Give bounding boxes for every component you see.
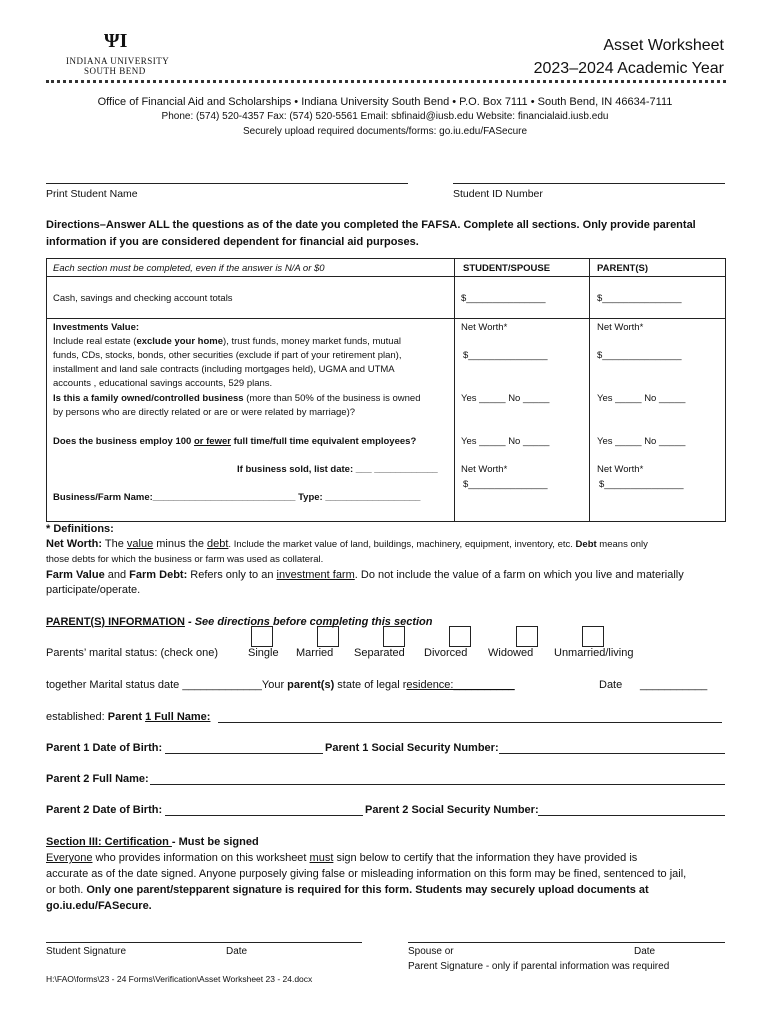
investments-line-4: accounts , educational savings accounts, 529 plans. <box>53 378 273 389</box>
farm-definition-line-2: participate/operate. <box>46 584 141 596</box>
certification-line-1: Everyone who provides information on this worksheet must sign below to certify that the information they have provided is <box>46 852 638 864</box>
investments-parent-field[interactable]: $_______________ <box>597 350 682 361</box>
university-logo: ΨI <box>104 30 128 52</box>
business-farm-name[interactable]: Business/Farm Name:___________________________ Type: __________________ <box>53 492 421 503</box>
investments-title: Investments Value: <box>53 322 140 333</box>
family-business-question: Is this a family owned/controlled business (more than 50% of the business is owned <box>53 393 421 404</box>
investments-student-networth: Net Worth* <box>461 322 508 333</box>
employees-question: Does the business employ 100 or fewer full time/full time equivalent employees? <box>53 436 417 447</box>
col-parents: PARENT(S) <box>597 263 649 274</box>
student-signature-line[interactable] <box>46 942 362 943</box>
cash-parent-field[interactable]: $_______________ <box>597 293 682 304</box>
parent2-name-label: Parent 2 Full Name: <box>46 773 149 785</box>
parent2-name-field[interactable] <box>150 784 725 785</box>
academic-year: 2023–2024 Academic Year <box>533 60 724 77</box>
page-title: Asset Worksheet <box>603 37 724 54</box>
contact-line: Phone: (574) 520-4357 Fax: (574) 520-5561 Email: sbfinaid@iusb.edu Website: financialaid.iusb.edu <box>161 111 609 122</box>
marital-date-residence-line[interactable]: together Marital status date _____________Your parent(s) state of legal residence:__________ <box>46 679 515 691</box>
student-date-label: Date <box>226 946 248 957</box>
definitions-heading: * Definitions: <box>46 523 114 535</box>
certification-heading: Section III: Certification - Must be signed <box>46 836 259 848</box>
spouse-date-label: Date <box>634 946 656 957</box>
certification-line-2: accurate as of the date signed. Anyone purposely giving false or misleading information on this form may be fined, sentenced to jail, <box>46 868 687 880</box>
checkbox-single[interactable] <box>251 626 273 647</box>
option-married: Married <box>296 647 334 659</box>
parent-signature-label: Parent Signature - only if parental information was required <box>408 961 670 972</box>
employees-student-yes-no[interactable]: Yes _____ No _____ <box>461 436 550 447</box>
student-id-label: Student ID Number <box>453 188 543 200</box>
parent1-dob-label: Parent 1 Date of Birth: <box>46 742 163 754</box>
parent1-ssn-label: Parent 1 Social Security Number: <box>325 742 499 754</box>
parent1-ssn-field[interactable] <box>499 753 725 754</box>
logo-text-campus: SOUTH BEND <box>84 66 146 76</box>
residence-date-field[interactable]: ___________ <box>640 679 708 691</box>
parent2-ssn-field[interactable] <box>538 815 725 816</box>
parent2-dob-label: Parent 2 Date of Birth: <box>46 804 163 816</box>
business-sold-date[interactable]: If business sold, list date: ___ ____________ <box>237 464 438 475</box>
student-signature-label: Student Signature <box>46 946 127 957</box>
checkbox-married[interactable] <box>317 626 339 647</box>
upload-line: Securely upload required documents/forms: go.iu.edu/FASecure <box>242 126 528 137</box>
header-divider <box>46 80 726 83</box>
family-business-line-2: by persons who are directly related or are or were related by marriage)? <box>53 407 356 418</box>
spouse-label: Spouse or <box>408 946 454 957</box>
parent2-dob-field[interactable] <box>165 815 363 816</box>
student-id-line[interactable] <box>453 183 725 184</box>
sold-student-networth: Net Worth* <box>461 464 508 475</box>
certification-line-3: or both. Only one parent/stepparent signature is required for this form. Students may securely upload documents at <box>46 884 649 896</box>
asset-table <box>46 258 726 522</box>
parent2-ssn-label: Parent 2 Social Security Number: <box>365 804 539 816</box>
employees-parent-yes-no[interactable]: Yes _____ No _____ <box>597 436 686 447</box>
investments-line-2: funds, CDs, stocks, bonds, other securities (exclude if part of your retirement plan), <box>53 350 402 361</box>
file-path: H:\FAO\forms\23 - 24 Forms\Verification\Asset Worksheet 23 - 24.docx <box>46 974 313 984</box>
net-worth-definition-line-2: those debts for which the business or farm was used as collateral. <box>46 554 324 565</box>
parent1-name-label: established: Parent 1 Full Name: <box>46 711 211 723</box>
investments-parent-networth: Net Worth* <box>597 322 644 333</box>
option-widowed: Widowed <box>488 647 534 659</box>
student-name-label: Print Student Name <box>46 188 138 200</box>
farm-definition: Farm Value and Farm Debt: Refers only to an investment farm. Do not include the value of a farm on which you live and materially <box>46 569 684 581</box>
student-name-line[interactable] <box>46 183 408 184</box>
directions-line-2: information if you are considered dependent for financial aid purposes. <box>46 236 419 248</box>
col-student-spouse: STUDENT/SPOUSE <box>463 263 551 274</box>
parent1-dob-field[interactable] <box>165 753 323 754</box>
net-worth-definition: Net Worth: The value minus the debt. Include the market value of land, buildings, machinery, equipment, inventory, etc. Debt means only <box>46 538 648 550</box>
sold-student-field[interactable]: $_______________ <box>463 479 548 490</box>
checkbox-unmarried[interactable] <box>582 626 604 647</box>
parents-heading: PARENT(S) INFORMATION - See directions before completing this section <box>46 616 433 628</box>
family-student-yes-no[interactable]: Yes _____ No _____ <box>461 393 550 404</box>
certification-line-4: go.iu.edu/FASecure. <box>46 900 152 912</box>
option-divorced: Divorced <box>424 647 468 659</box>
investments-line-1: Include real estate (exclude your home), trust funds, money market funds, mutual <box>53 336 401 347</box>
investments-student-field[interactable]: $_______________ <box>463 350 548 361</box>
logo-text-university: INDIANA UNIVERSITY <box>66 56 170 66</box>
checkbox-separated[interactable] <box>383 626 405 647</box>
sold-parent-field[interactable]: $_______________ <box>599 479 684 490</box>
checkbox-widowed[interactable] <box>516 626 538 647</box>
marital-status-label: Parents’ marital status: (check one) <box>46 647 218 659</box>
investments-line-3: installment and land sale contracts (including mortgages held), UGMA and UTMA <box>53 364 395 375</box>
table-header-note: Each section must be completed, even if the answer is N/A or $0 <box>53 263 325 274</box>
sold-parent-networth: Net Worth* <box>597 464 644 475</box>
parent1-name-field[interactable] <box>218 722 722 723</box>
office-address: Office of Financial Aid and Scholarships • Indiana University South Bend • P.O. Box 7111 • South Bend, IN 46634-7111 <box>97 96 673 108</box>
cash-student-field[interactable]: $_______________ <box>461 293 546 304</box>
option-single: Single <box>248 647 279 659</box>
cash-label: Cash, savings and checking account totals <box>53 293 233 304</box>
option-unmarried-living: Unmarried/living <box>554 647 634 659</box>
directions-line-1: Directions–Answer ALL the questions as of the date you completed the FAFSA. Complete all sections. Only provide parental <box>46 219 696 231</box>
residence-date-label: Date <box>599 679 623 691</box>
checkbox-divorced[interactable] <box>449 626 471 647</box>
family-parent-yes-no[interactable]: Yes _____ No _____ <box>597 393 686 404</box>
parent-signature-line[interactable] <box>408 942 725 943</box>
option-separated: Separated <box>354 647 405 659</box>
